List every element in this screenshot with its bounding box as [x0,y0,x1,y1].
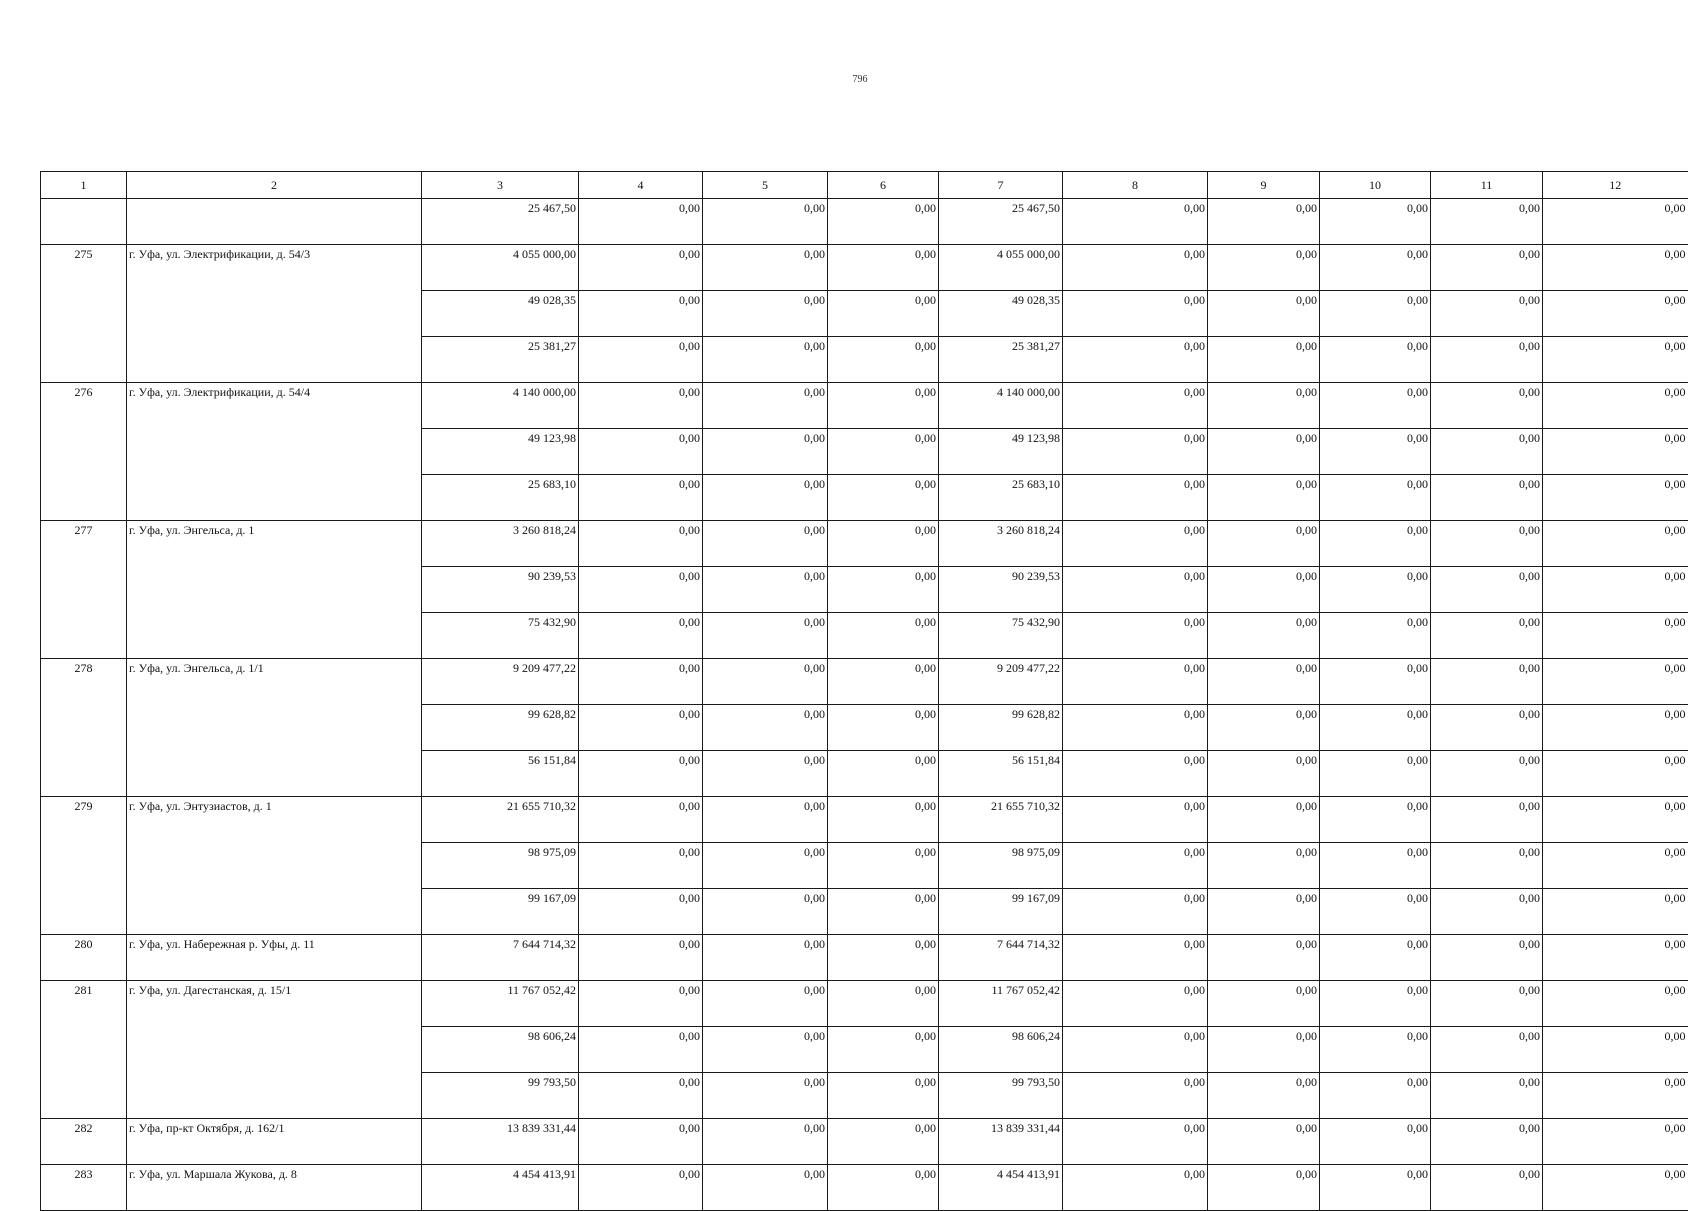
value-cell-col-5: 0,00 [703,751,828,797]
value-cell-col-8: 0,00 [1063,889,1208,935]
value-cell-col-7: 13 839 331,44 [939,1119,1063,1165]
value-cell-col-5: 0,00 [703,797,828,843]
value-cell-col-11: 0,00 [1431,337,1543,383]
value-cell-col-7: 4 140 000,00 [939,383,1063,429]
value-cell-col-11: 0,00 [1431,797,1543,843]
value-cell-col-8: 0,00 [1063,245,1208,291]
value-cell-col-9: 0,00 [1208,705,1320,751]
value-cell-col-3: 49 028,35 [422,291,579,337]
value-cell-col-12: 0,00 [1543,429,1688,475]
value-cell-col-4: 0,00 [579,705,703,751]
table-row [41,659,1688,705]
column-header: 9 [1208,172,1320,199]
value-cell-col-6: 0,00 [828,889,939,935]
value-cell-col-8: 0,00 [1063,475,1208,521]
value-cell-col-12: 0,00 [1543,1027,1688,1073]
row-number: 281 [41,981,127,1119]
address-cell: г. Уфа, ул. Дагестанская, д. 15/1 [127,981,422,1119]
value-cell-col-12: 0,00 [1543,521,1688,567]
value-cell-col-12: 0,00 [1543,199,1688,245]
value-cell-col-3: 98 975,09 [422,843,579,889]
value-cell-col-8: 0,00 [1063,843,1208,889]
value-cell-col-4: 0,00 [579,981,703,1027]
value-cell-col-5: 0,00 [703,1119,828,1165]
value-cell-col-10: 0,00 [1320,429,1431,475]
value-cell-col-7: 99 793,50 [939,1073,1063,1119]
value-cell-col-5: 0,00 [703,1027,828,1073]
address-cell: г. Уфа, пр-кт Октября, д. 162/1 [127,1119,422,1165]
column-header: 11 [1431,172,1543,199]
value-cell-col-11: 0,00 [1431,705,1543,751]
value-cell-col-10: 0,00 [1320,1165,1431,1211]
value-cell-col-11: 0,00 [1431,1119,1543,1165]
value-cell-col-9: 0,00 [1208,475,1320,521]
value-cell-col-11: 0,00 [1431,521,1543,567]
value-cell-col-7: 98 975,09 [939,843,1063,889]
value-cell-col-10: 0,00 [1320,843,1431,889]
value-cell-col-10: 0,00 [1320,935,1431,981]
value-cell-col-8: 0,00 [1063,613,1208,659]
value-cell-col-3: 3 260 818,24 [422,521,579,567]
value-cell-col-10: 0,00 [1320,751,1431,797]
row-number: 279 [41,797,127,935]
table-row [41,935,1688,981]
value-cell-col-8: 0,00 [1063,705,1208,751]
value-cell-col-12: 0,00 [1543,245,1688,291]
column-header: 1 [41,172,127,199]
column-header: 12 [1543,172,1688,199]
value-cell-col-10: 0,00 [1320,1027,1431,1073]
value-cell-col-7: 4 454 413,91 [939,1165,1063,1211]
value-cell-col-9: 0,00 [1208,613,1320,659]
value-cell-col-11: 0,00 [1431,245,1543,291]
value-cell-col-6: 0,00 [828,337,939,383]
value-cell-col-11: 0,00 [1431,1073,1543,1119]
value-cell-col-6: 0,00 [828,199,939,245]
value-cell-col-3: 4 454 413,91 [422,1165,579,1211]
value-cell-col-9: 0,00 [1208,659,1320,705]
value-cell-col-8: 0,00 [1063,521,1208,567]
value-cell-col-12: 0,00 [1543,889,1688,935]
value-cell-col-4: 0,00 [579,1073,703,1119]
value-cell-col-9: 0,00 [1208,199,1320,245]
value-cell-col-5: 0,00 [703,475,828,521]
value-cell-col-5: 0,00 [703,245,828,291]
value-cell-col-5: 0,00 [703,843,828,889]
value-cell-col-10: 0,00 [1320,475,1431,521]
address-cell: г. Уфа, ул. Электрификации, д. 54/3 [127,245,422,383]
value-cell-col-9: 0,00 [1208,751,1320,797]
value-cell-col-9: 0,00 [1208,567,1320,613]
value-cell-col-6: 0,00 [828,751,939,797]
value-cell-col-3: 25 467,50 [422,199,579,245]
value-cell-col-6: 0,00 [828,1165,939,1211]
value-cell-col-8: 0,00 [1063,751,1208,797]
value-cell-col-4: 0,00 [579,1165,703,1211]
value-cell-col-12: 0,00 [1543,843,1688,889]
value-cell-col-7: 90 239,53 [939,567,1063,613]
value-cell-col-7: 98 606,24 [939,1027,1063,1073]
value-cell-col-10: 0,00 [1320,567,1431,613]
value-cell-col-7: 21 655 710,32 [939,797,1063,843]
value-cell-col-9: 0,00 [1208,797,1320,843]
value-cell-col-5: 0,00 [703,981,828,1027]
column-header: 8 [1063,172,1208,199]
value-cell-col-7: 25 467,50 [939,199,1063,245]
value-cell-col-4: 0,00 [579,245,703,291]
value-cell-col-7: 3 260 818,24 [939,521,1063,567]
value-cell-col-11: 0,00 [1431,613,1543,659]
value-cell-col-12: 0,00 [1543,475,1688,521]
value-cell-col-6: 0,00 [828,429,939,475]
value-cell-col-5: 0,00 [703,567,828,613]
column-header: 5 [703,172,828,199]
value-cell-col-8: 0,00 [1063,199,1208,245]
value-cell-col-9: 0,00 [1208,1073,1320,1119]
value-cell-col-4: 0,00 [579,1027,703,1073]
row-number: 282 [41,1119,127,1165]
value-cell-col-4: 0,00 [579,659,703,705]
value-cell-col-4: 0,00 [579,567,703,613]
value-cell-col-9: 0,00 [1208,889,1320,935]
value-cell-col-12: 0,00 [1543,1073,1688,1119]
table-row [41,521,1688,567]
value-cell-col-9: 0,00 [1208,1119,1320,1165]
value-cell-col-3: 56 151,84 [422,751,579,797]
value-cell-col-6: 0,00 [828,1027,939,1073]
value-cell-col-9: 0,00 [1208,429,1320,475]
column-header: 2 [127,172,422,199]
value-cell-col-11: 0,00 [1431,1027,1543,1073]
value-cell-col-6: 0,00 [828,245,939,291]
value-cell-col-3: 90 239,53 [422,567,579,613]
row-number [41,199,127,245]
value-cell-col-8: 0,00 [1063,291,1208,337]
value-cell-col-8: 0,00 [1063,429,1208,475]
value-cell-col-9: 0,00 [1208,843,1320,889]
value-cell-col-6: 0,00 [828,705,939,751]
value-cell-col-10: 0,00 [1320,613,1431,659]
value-cell-col-8: 0,00 [1063,1073,1208,1119]
value-cell-col-12: 0,00 [1543,383,1688,429]
value-cell-col-3: 25 381,27 [422,337,579,383]
address-cell: г. Уфа, ул. Маршала Жукова, д. 8 [127,1165,422,1211]
value-cell-col-3: 98 606,24 [422,1027,579,1073]
column-header: 4 [579,172,703,199]
value-cell-col-3: 11 767 052,42 [422,981,579,1027]
value-cell-col-7: 99 167,09 [939,889,1063,935]
value-cell-col-4: 0,00 [579,1119,703,1165]
value-cell-col-4: 0,00 [579,521,703,567]
value-cell-col-11: 0,00 [1431,429,1543,475]
value-cell-col-11: 0,00 [1431,659,1543,705]
value-cell-col-9: 0,00 [1208,337,1320,383]
value-cell-col-5: 0,00 [703,337,828,383]
value-cell-col-7: 25 683,10 [939,475,1063,521]
value-cell-col-10: 0,00 [1320,521,1431,567]
value-cell-col-12: 0,00 [1543,337,1688,383]
value-cell-col-12: 0,00 [1543,291,1688,337]
value-cell-col-3: 7 644 714,32 [422,935,579,981]
value-cell-col-3: 99 793,50 [422,1073,579,1119]
value-cell-col-6: 0,00 [828,1073,939,1119]
value-cell-col-7: 49 123,98 [939,429,1063,475]
value-cell-col-10: 0,00 [1320,1119,1431,1165]
value-cell-col-8: 0,00 [1063,337,1208,383]
value-cell-col-9: 0,00 [1208,1027,1320,1073]
value-cell-col-10: 0,00 [1320,705,1431,751]
value-cell-col-10: 0,00 [1320,1073,1431,1119]
value-cell-col-5: 0,00 [703,383,828,429]
value-cell-col-7: 7 644 714,32 [939,935,1063,981]
value-cell-col-11: 0,00 [1431,199,1543,245]
value-cell-col-5: 0,00 [703,1165,828,1211]
value-cell-col-4: 0,00 [579,429,703,475]
value-cell-col-7: 56 151,84 [939,751,1063,797]
value-cell-col-12: 0,00 [1543,935,1688,981]
value-cell-col-10: 0,00 [1320,981,1431,1027]
value-cell-col-6: 0,00 [828,843,939,889]
value-cell-col-4: 0,00 [579,843,703,889]
value-cell-col-11: 0,00 [1431,383,1543,429]
address-cell: г. Уфа, ул. Энгельса, д. 1 [127,521,422,659]
column-number-row [41,172,1688,199]
page-number: 796 [852,74,868,85]
value-cell-col-8: 0,00 [1063,1027,1208,1073]
value-cell-col-6: 0,00 [828,613,939,659]
value-cell-col-9: 0,00 [1208,1165,1320,1211]
row-number: 283 [41,1165,127,1211]
value-cell-col-3: 49 123,98 [422,429,579,475]
column-header: 10 [1320,172,1431,199]
value-cell-col-3: 75 432,90 [422,613,579,659]
value-cell-col-6: 0,00 [828,567,939,613]
value-cell-col-4: 0,00 [579,337,703,383]
value-cell-col-7: 11 767 052,42 [939,981,1063,1027]
column-header: 7 [939,172,1063,199]
value-cell-col-7: 99 628,82 [939,705,1063,751]
value-cell-col-10: 0,00 [1320,199,1431,245]
value-cell-col-6: 0,00 [828,475,939,521]
value-cell-col-8: 0,00 [1063,797,1208,843]
value-cell-col-4: 0,00 [579,475,703,521]
value-cell-col-11: 0,00 [1431,843,1543,889]
value-cell-col-7: 4 055 000,00 [939,245,1063,291]
value-cell-col-4: 0,00 [579,935,703,981]
table-row [41,199,1688,245]
table-body [41,199,1688,1211]
value-cell-col-8: 0,00 [1063,567,1208,613]
value-cell-col-7: 49 028,35 [939,291,1063,337]
value-cell-col-10: 0,00 [1320,889,1431,935]
value-cell-col-3: 25 683,10 [422,475,579,521]
value-cell-col-12: 0,00 [1543,1165,1688,1211]
value-cell-col-5: 0,00 [703,199,828,245]
value-cell-col-9: 0,00 [1208,291,1320,337]
value-cell-col-9: 0,00 [1208,935,1320,981]
value-cell-col-3: 4 140 000,00 [422,383,579,429]
row-number: 280 [41,935,127,981]
row-number: 275 [41,245,127,383]
value-cell-col-11: 0,00 [1431,475,1543,521]
value-cell-col-7: 75 432,90 [939,613,1063,659]
value-cell-col-6: 0,00 [828,981,939,1027]
value-cell-col-6: 0,00 [828,1119,939,1165]
value-cell-col-3: 4 055 000,00 [422,245,579,291]
value-cell-col-5: 0,00 [703,889,828,935]
value-cell-col-8: 0,00 [1063,1119,1208,1165]
value-cell-col-9: 0,00 [1208,521,1320,567]
value-cell-col-3: 9 209 477,22 [422,659,579,705]
value-cell-col-12: 0,00 [1543,751,1688,797]
value-cell-col-8: 0,00 [1063,981,1208,1027]
value-cell-col-4: 0,00 [579,751,703,797]
value-cell-col-4: 0,00 [579,199,703,245]
value-cell-col-10: 0,00 [1320,291,1431,337]
value-cell-col-10: 0,00 [1320,245,1431,291]
value-cell-col-4: 0,00 [579,291,703,337]
value-cell-col-12: 0,00 [1543,567,1688,613]
table-row [41,981,1688,1027]
value-cell-col-3: 99 628,82 [422,705,579,751]
value-cell-col-5: 0,00 [703,429,828,475]
value-cell-col-8: 0,00 [1063,659,1208,705]
address-cell: г. Уфа, ул. Энтузиастов, д. 1 [127,797,422,935]
column-header: 6 [828,172,939,199]
value-cell-col-12: 0,00 [1543,981,1688,1027]
value-cell-col-11: 0,00 [1431,1165,1543,1211]
value-cell-col-12: 0,00 [1543,613,1688,659]
table-row [41,1119,1688,1165]
address-cell: г. Уфа, ул. Электрификации, д. 54/4 [127,383,422,521]
value-cell-col-5: 0,00 [703,1073,828,1119]
value-cell-col-7: 25 381,27 [939,337,1063,383]
value-cell-col-10: 0,00 [1320,337,1431,383]
row-number: 276 [41,383,127,521]
value-cell-col-4: 0,00 [579,889,703,935]
value-cell-col-6: 0,00 [828,383,939,429]
column-header: 3 [422,172,579,199]
value-cell-col-8: 0,00 [1063,383,1208,429]
value-cell-col-11: 0,00 [1431,935,1543,981]
value-cell-col-9: 0,00 [1208,981,1320,1027]
value-cell-col-10: 0,00 [1320,797,1431,843]
value-cell-col-5: 0,00 [703,613,828,659]
row-number: 277 [41,521,127,659]
value-cell-col-5: 0,00 [703,291,828,337]
value-cell-col-7: 9 209 477,22 [939,659,1063,705]
value-cell-col-11: 0,00 [1431,751,1543,797]
value-cell-col-11: 0,00 [1431,889,1543,935]
table-row [41,1165,1688,1211]
value-cell-col-10: 0,00 [1320,383,1431,429]
value-cell-col-12: 0,00 [1543,659,1688,705]
value-cell-col-4: 0,00 [579,383,703,429]
table-row [41,245,1688,291]
row-number: 278 [41,659,127,797]
value-cell-col-11: 0,00 [1431,981,1543,1027]
value-cell-col-5: 0,00 [703,935,828,981]
value-cell-col-6: 0,00 [828,659,939,705]
address-cell: г. Уфа, ул. Набережная р. Уфы, д. 11 [127,935,422,981]
value-cell-col-3: 13 839 331,44 [422,1119,579,1165]
table-row [41,383,1688,429]
value-cell-col-11: 0,00 [1431,567,1543,613]
value-cell-col-10: 0,00 [1320,659,1431,705]
value-cell-col-12: 0,00 [1543,1119,1688,1165]
value-cell-col-9: 0,00 [1208,245,1320,291]
address-cell: г. Уфа, ул. Энгельса, д. 1/1 [127,659,422,797]
value-cell-col-5: 0,00 [703,705,828,751]
value-cell-col-12: 0,00 [1543,797,1688,843]
value-cell-col-4: 0,00 [579,613,703,659]
value-cell-col-12: 0,00 [1543,705,1688,751]
value-cell-col-6: 0,00 [828,797,939,843]
value-cell-col-3: 21 655 710,32 [422,797,579,843]
value-cell-col-9: 0,00 [1208,383,1320,429]
value-cell-col-11: 0,00 [1431,291,1543,337]
value-cell-col-4: 0,00 [579,797,703,843]
value-cell-col-3: 99 167,09 [422,889,579,935]
value-cell-col-6: 0,00 [828,521,939,567]
value-cell-col-5: 0,00 [703,659,828,705]
table-row [41,797,1688,843]
value-cell-col-8: 0,00 [1063,1165,1208,1211]
data-table [40,171,1688,1211]
value-cell-col-5: 0,00 [703,521,828,567]
value-cell-col-6: 0,00 [828,935,939,981]
value-cell-col-8: 0,00 [1063,935,1208,981]
address-cell [127,199,422,245]
value-cell-col-6: 0,00 [828,291,939,337]
